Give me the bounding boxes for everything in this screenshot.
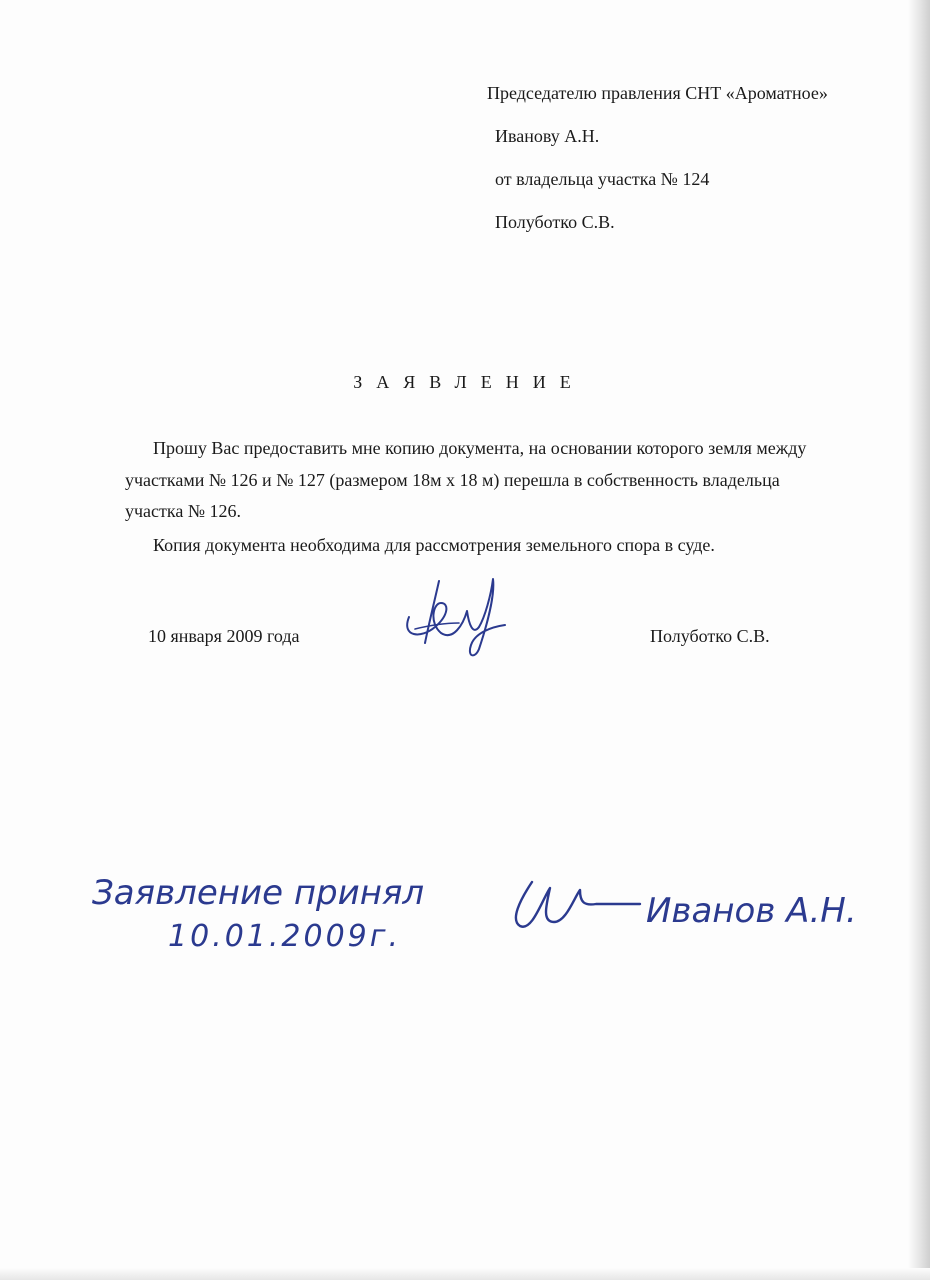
applicant-name: Полуботко С.В. [650,626,770,646]
addressee-line-recipient-title: Председателю правления СНТ «Ароматное» [487,83,828,103]
addressee-line-recipient-name: Иванову А.Н. [495,126,600,146]
addressee-line-sender-name: Полуботко С.В. [495,212,615,232]
annotation-receiver-name: Иванов А.Н. [646,891,857,931]
scan-edge-shadow [908,0,930,1280]
scan-bottom-shadow [0,1268,930,1280]
document-title: ЗАЯВЛЕНИЕ [353,372,585,392]
applicant-signature [395,565,515,665]
annotation-note: Заявление принял [92,873,425,913]
receiver-signature [516,882,640,927]
body-paragraph-1-line-2: участками № 126 и № 127 (размером 18м х 18 м) перешла в собственность владельца [125,470,780,490]
body-paragraph-2: Копия документа необходима для рассмотрения земельного спора в суде. [153,535,715,555]
body-paragraph-1-line-3: участка № 126. [125,501,242,521]
annotation-date: 10.01.2009г. [168,919,402,954]
body-paragraph-1-line-1: Прошу Вас предоставить мне копию документа, на основании которого земля между [153,438,807,458]
application-date: 10 января 2009 года [148,626,300,646]
addressee-line-sender-title: от владельца участка № 124 [495,169,710,189]
receipt-annotation-handwriting [80,860,910,960]
